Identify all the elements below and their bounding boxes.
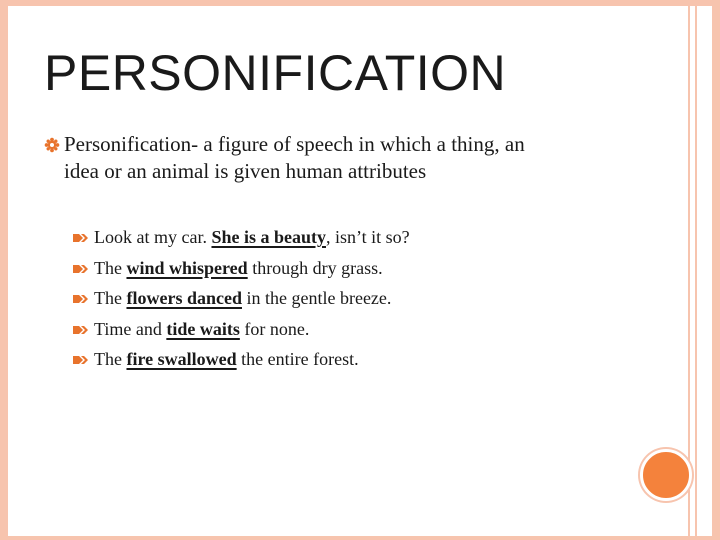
- arrow-bullet-icon: [72, 324, 90, 336]
- example-post: for none.: [239, 318, 310, 339]
- arrow-bullet-icon: [72, 263, 90, 275]
- slide-title: PERSONIFICATION: [44, 45, 507, 101]
- list-item: [72, 255, 410, 286]
- example-pre: Look at my car.: [94, 227, 212, 247]
- main-point-text: [44, 131, 624, 185]
- example-emphasis: flowers danced: [126, 288, 242, 308]
- example-post: in the gentle breeze.: [241, 288, 392, 308]
- left-border: [0, 0, 8, 540]
- right-border-line: [688, 0, 690, 540]
- list-item: [72, 285, 410, 316]
- arrow-bullet-icon: [72, 354, 90, 366]
- example-pre: Time and: [94, 318, 167, 339]
- main-bullet-point: [44, 131, 624, 185]
- main-point-line-1: Personification- a figure of speech in which a thing, an: [64, 132, 525, 156]
- top-border: [0, 0, 720, 6]
- gear-flower-bullet-icon: [44, 137, 60, 153]
- example-post: through dry grass.: [247, 257, 383, 278]
- example-emphasis: She is a beauty: [211, 227, 326, 247]
- example-pre: The: [94, 349, 127, 369]
- list-item: [72, 316, 410, 347]
- arrow-bullet-icon: [72, 293, 90, 305]
- bottom-border: [0, 536, 720, 540]
- list-item: [72, 224, 410, 255]
- example-post: the entire forest.: [236, 349, 359, 369]
- right-border-line-inner: [695, 0, 697, 540]
- arrow-bullet-icon: [72, 232, 90, 244]
- example-emphasis: wind whispered: [126, 257, 248, 278]
- example-post: , isn’t it so?: [326, 227, 410, 247]
- list-item: [72, 346, 410, 377]
- example-pre: The: [94, 257, 127, 278]
- right-border: [712, 0, 720, 540]
- main-point-line-2: idea or an animal is given human attributes: [64, 159, 427, 183]
- decorative-circle: [640, 449, 692, 501]
- examples-list: [72, 224, 410, 377]
- example-emphasis: fire swallowed: [126, 349, 237, 369]
- example-pre: The: [94, 288, 127, 308]
- example-emphasis: tide waits: [166, 318, 240, 339]
